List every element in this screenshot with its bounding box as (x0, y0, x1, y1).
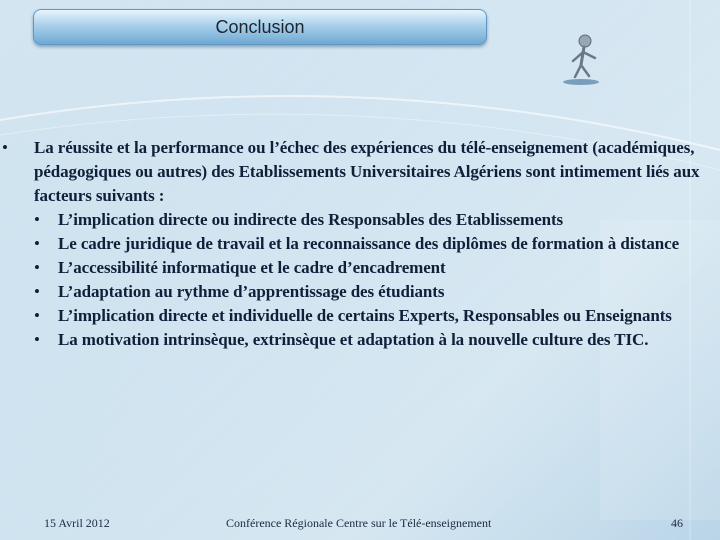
factor-text: Le cadre juridique de travail et la reconnaissance des diplômes de formation à distance (58, 234, 680, 253)
bullet-marker: • (34, 330, 40, 349)
factor-text: L’implication directe et individuelle de certains Experts, Responsables ou Enseignants (58, 306, 672, 325)
page-title: Conclusion (215, 17, 305, 37)
bullet-marker: • (34, 210, 40, 229)
list-item (0, 232, 700, 256)
bullet-marker: • (34, 258, 40, 277)
bullet-marker: • (2, 138, 8, 157)
footer-event: Conférence Régionale Centre sur le Télé-enseignement (226, 516, 492, 530)
bullet-marker: • (34, 306, 40, 325)
bullet-marker: • (34, 282, 40, 301)
list-item (0, 304, 700, 328)
bullet-marker: • (34, 234, 40, 253)
factor-text: L’adaptation au rythme d’apprentissage des étudiants (58, 282, 445, 301)
list-item (0, 328, 700, 352)
content-body (0, 136, 700, 352)
page-number: 46 (671, 516, 683, 530)
intro-text: La réussite et la performance ou l’échec des expériences du télé-enseignement (académiques, pédagogiques ou autres) des Etablissements Universitaires Algériens sont intimement liés aux facteurs suivants : (34, 138, 700, 205)
stick-figure-icon (555, 32, 607, 88)
title-bar (33, 9, 487, 45)
list-item (0, 280, 700, 304)
factor-text: L’implication directe ou indirecte des Responsables des Etablissements (58, 210, 564, 229)
list-item (0, 208, 700, 232)
factors-list (0, 208, 700, 352)
footer-date: 15 Avril 2012 (44, 516, 110, 530)
list-item (0, 256, 700, 280)
factor-text: La motivation intrinsèque, extrinsèque et adaptation à la nouvelle culture des TIC. (58, 330, 649, 349)
factor-text: L’accessibilité informatique et le cadre d’encadrement (58, 258, 446, 277)
main-bullet-item (0, 136, 700, 208)
